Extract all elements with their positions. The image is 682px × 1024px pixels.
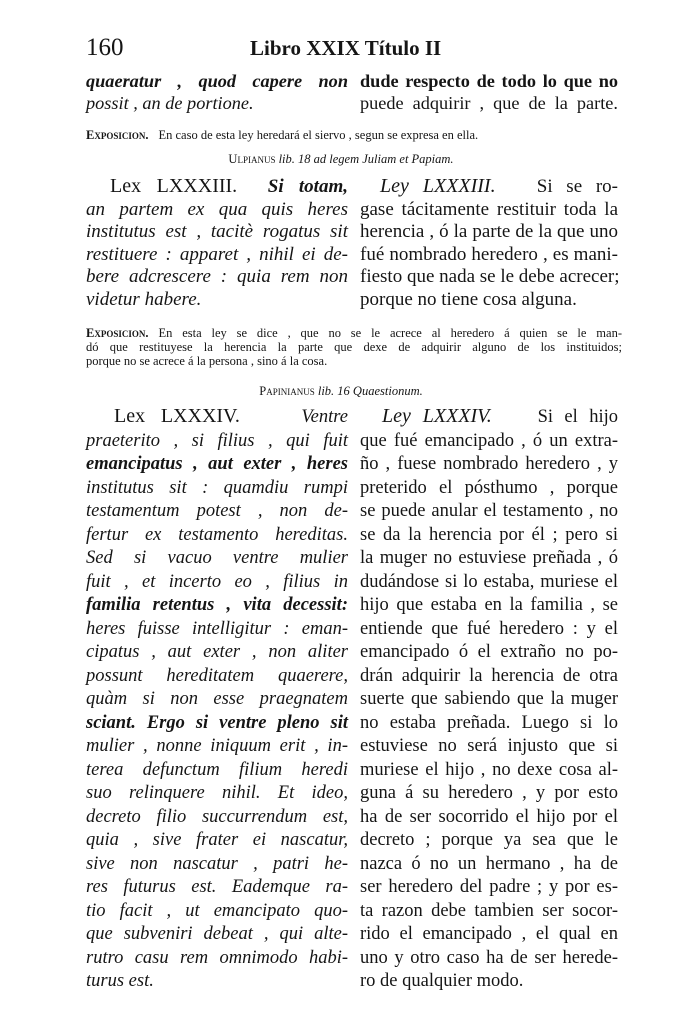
latin-line: quàm si non esse praegnatem xyxy=(86,689,348,709)
latin-line: Sed si vacuo ventre mulier xyxy=(86,548,348,568)
latin-line: tio facit , ut emancipato quo- xyxy=(86,900,348,921)
latin-line: institutus sit : quamdiu rumpi xyxy=(86,477,348,498)
latin-line: terea defunctum filium heredi xyxy=(86,759,348,780)
spanish-line: guna á su heredero , y por esto xyxy=(360,783,618,803)
spanish-line: rido el emancipado , el qual en xyxy=(360,924,618,944)
latin-line: mulier , nonne iniquum erit , in- xyxy=(86,736,348,756)
law-83-spanish xyxy=(360,175,618,311)
spanish-line: dudándose si lo estaba, muriese el xyxy=(360,571,618,592)
exposition-line xyxy=(86,326,622,340)
latin-line: restituere : apparet , nihil ei de- xyxy=(86,243,348,265)
source-citation-2 xyxy=(0,384,682,399)
source-book: lib. 16 Quaestionum. xyxy=(317,384,423,398)
spanish-line: ro de qualquier modo. xyxy=(360,971,524,991)
exposition-text: En esta ley se dice , que no se le acrece al heredero á quien se le man- xyxy=(158,326,622,340)
latin-line xyxy=(86,405,348,430)
latin-line: quaeratur , quod capere non xyxy=(86,71,348,91)
latin-line: decreto filio succurrendum est, xyxy=(86,806,348,827)
latin-line: possit , an de portione. xyxy=(86,93,254,113)
latin-line: suo relinquere nihil. Et ideo, xyxy=(86,783,348,803)
latin-line: turus est. xyxy=(86,971,154,991)
page-header xyxy=(0,34,682,68)
spanish-line: fiesto que nada se le debe acrecer; xyxy=(360,266,620,287)
exposition-2 xyxy=(86,326,622,368)
latin-line: rutro casu rem omnimodo habi- xyxy=(86,947,348,968)
latin-line: fertur ex testamento hereditas. xyxy=(86,524,348,545)
spanish-line: ño , fuese nombrado heredero , y xyxy=(360,454,618,474)
spanish-line: preterido el pósthumo , porque xyxy=(360,477,618,498)
spanish-line: ser heredero del padre ; y por es- xyxy=(360,877,618,897)
exposition-label: Exposicion. xyxy=(86,128,149,142)
spanish-line: ha de ser socorrido el hijo por el xyxy=(360,806,618,827)
latin-line: cipatus , aut exter , non aliter xyxy=(86,642,348,662)
latin-line: sciant. Ergo si ventre pleno sit xyxy=(86,712,348,733)
law-heading: Lex LXXXIII. xyxy=(110,175,238,197)
exposition-1 xyxy=(86,128,622,142)
latin-line: bere adcrescere : quia rem non xyxy=(86,266,348,287)
spanish-line xyxy=(360,175,618,199)
latin-text: Si totam, xyxy=(267,176,348,197)
spanish-line: drán adquirir la herencia de otra xyxy=(360,665,618,686)
latin-line: heres fuisse intelligitur : eman- xyxy=(86,618,348,639)
source-citation-1 xyxy=(0,152,682,167)
latin-line xyxy=(86,175,348,199)
spanish-text: Si el hijo xyxy=(537,407,619,427)
exposition-line: porque no se acrece á la persona , sino á la cosa. xyxy=(86,354,328,368)
latin-text: Ventre xyxy=(301,407,348,427)
law-heading: Lex LXXXIV. xyxy=(114,405,240,427)
latin-line: institutus est , tacitè rogatus sit xyxy=(86,221,348,242)
latin-line: sive non nascatur , patri he- xyxy=(86,853,348,874)
latin-line: emancipatus , aut exter , heres xyxy=(86,454,348,474)
spanish-line: nazca ó no un hermano , ha de xyxy=(360,853,618,874)
latin-line: testamentum potest , non de- xyxy=(86,501,348,521)
running-title: Libro XXIX Título II xyxy=(250,36,442,60)
page-number: 160 xyxy=(86,34,124,61)
spanish-line: hijo que estaba en la familia , se xyxy=(360,595,618,615)
spanish-line: no estaba preñada. Luego si lo xyxy=(360,712,618,733)
spanish-text: Si se ro- xyxy=(536,176,619,197)
spanish-line: estuviese no será injusto que si xyxy=(360,736,618,756)
spanish-line: fué nombrado heredero , es mani- xyxy=(360,243,618,265)
latin-line: res futurus est. Eademque ra- xyxy=(86,877,348,897)
latin-line: possunt hereditatem quaerere, xyxy=(86,665,348,686)
source-author: Ulpianus xyxy=(228,152,276,166)
spanish-line: herencia , ó la parte de la que uno xyxy=(360,221,618,242)
latin-line: que subveniri debeat , qui alte- xyxy=(86,924,348,944)
spanish-line: decreto ; porque ya sea que le xyxy=(360,830,618,850)
continuation-latin xyxy=(86,70,348,114)
exposition-text: En caso de esta ley heredará el siervo , segun se expresa en ella. xyxy=(158,128,479,142)
law-84-latin xyxy=(86,405,348,994)
source-author: Papinianus xyxy=(259,384,315,398)
latin-line: an partem ex qua quis heres xyxy=(86,198,348,220)
law-83-latin xyxy=(86,175,348,311)
latin-line: fuit , et incerto eo , filius in xyxy=(86,571,348,592)
law-heading: Ley LXXXIII. xyxy=(380,175,496,197)
spanish-line: se da la herencia por él ; pero si xyxy=(360,524,618,545)
exposition-label: Exposicion. xyxy=(86,326,149,340)
source-book: lib. 18 ad legem Juliam et Papiam. xyxy=(278,152,454,166)
spanish-line: emancipado ó el extraño no po- xyxy=(360,642,618,662)
spanish-line: dude respecto de todo lo que no xyxy=(360,71,618,91)
spanish-line: ta razon debe tambien ser socor- xyxy=(360,900,618,921)
law-84-spanish xyxy=(360,405,618,994)
continuation-spanish xyxy=(360,70,618,114)
latin-line: quia , sive frater ei nascatur, xyxy=(86,830,348,850)
spanish-line: se puede anular el testamento , no xyxy=(360,501,618,521)
spanish-line: entiende que fué heredero : y el xyxy=(360,618,618,639)
latin-line: praeterito , si filius , qui fuit xyxy=(86,430,348,451)
spanish-line: la muger no estuviese preñada , ó xyxy=(360,548,618,568)
spanish-line xyxy=(360,405,618,430)
spanish-line: uno y otro caso ha de ser herede- xyxy=(360,947,618,968)
spanish-line: gase tácitamente restituir toda la xyxy=(360,198,618,220)
spanish-line: suerte que sabiendo que la muger xyxy=(360,689,618,709)
spanish-line: puede adquirir , que de la parte. xyxy=(360,93,618,113)
spanish-line: porque no tiene cosa alguna. xyxy=(360,288,577,310)
latin-line: videtur habere. xyxy=(86,288,202,310)
exposition-line xyxy=(86,128,622,142)
latin-line: familia retentus , vita decessit: xyxy=(86,595,348,615)
law-heading: Ley LXXXIV. xyxy=(382,405,492,427)
spanish-line: que fué emancipado , ó un extra- xyxy=(360,430,618,451)
spanish-line: muriese el hijo , no dexe cosa al- xyxy=(360,759,618,780)
exposition-line: dó que restituyese la herencia la parte que dexe de adquirir alguno de los instituidos; xyxy=(86,340,622,354)
